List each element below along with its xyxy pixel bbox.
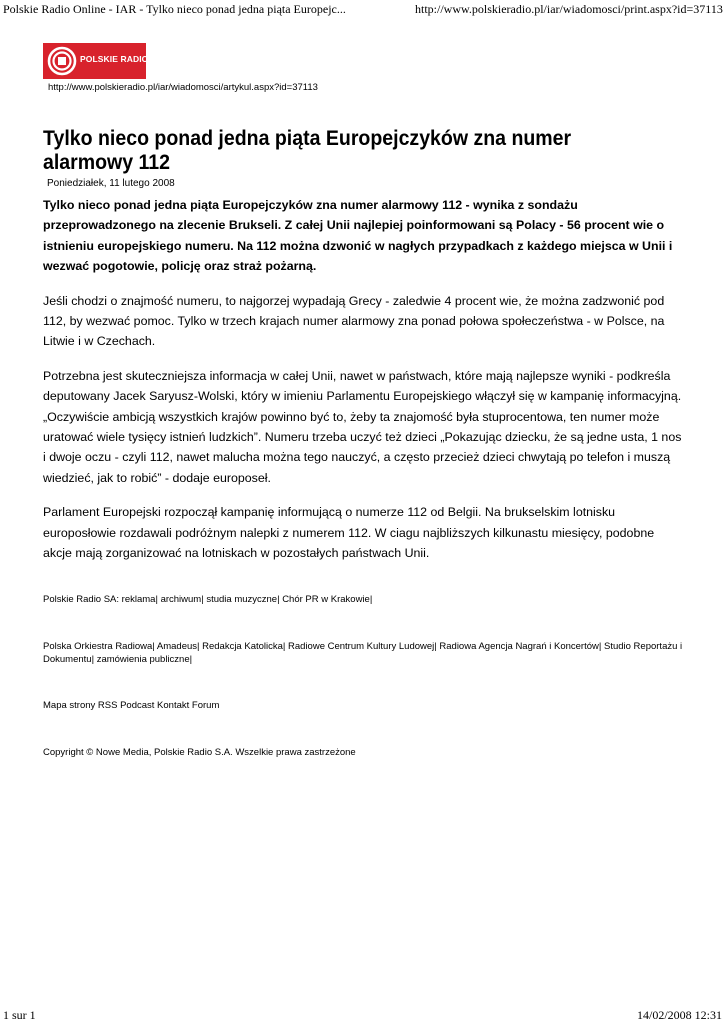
print-header	[3, 2, 724, 17]
print-header-url: http://www.polskieradio.pl/iar/wiadomosci/print.aspx?id=37113	[415, 2, 723, 16]
logo-text: POLSKIE RADIO	[80, 54, 149, 64]
polskie-radio-logo-icon	[47, 46, 77, 76]
article-paragraph: Parlament Europejski rozpoczął kampanię informującą o numerze 112 od Belgii. Na brukselskim lotnisku europosłowie rozdawali podróżnym nalepki z numerem 112. W ciagu najbliższych kilkunastu miesięcy, podobne akcje mają zorganizować na lotniskach w pozostałych państwach Unii.	[43, 505, 655, 561]
article-title: Tylko nieco ponad jedna piąta Europejczyków zna numer alarmowy 112	[43, 127, 572, 174]
source-url-link[interactable]: http://www.polskieradio.pl/iar/wiadomosci/artykul.aspx?id=37113	[48, 82, 318, 93]
article-lead: Tylko nieco ponad jedna piąta Europejczyków zna numer alarmowy 112 - wynika z sondażu przeprowadzonego na zlecenie Brukseli. Z całej Unii najlepiej poinformowani są Polacy - 56 procent wie o istnieniu europejskiego numeru. Na 112 można dzwonić w nagłych przypadkach z każdego miejsca w Unii i wezwać pogotowie, policję oraz straż pożarną.	[43, 198, 673, 274]
print-header-title: Polskie Radio Online - IAR - Tylko nieco ponad jedna piąta Europejc...	[3, 2, 346, 16]
polskie-radio-logo[interactable]	[43, 43, 149, 79]
article-body	[43, 195, 683, 578]
article-paragraph: Potrzebna jest skuteczniejsza informacja w całej Unii, nawet w państwach, które mają najlepsze wyniki - podkreśla deputowany Jacek Saryusz-Wolski, który w imieniu Parlamentu Europejskiego włączył się w kampanię informacyjną. „Oczywiście ambicją wszystkich krajów powinno być to, żeby ta znajomość była stuprocentowa, ten numer może uratować wiele tysięcy istnień ludzkich”. Numeru trzeba uczyć też dzieci „Pokazując dziecku, że są jedne usta, 1 nos i dwoje oczu - czyli 112, nawet malucha można tego nauczyć, a często przecież dzieci chwytają po telefon i muszą wiedzieć, jak to robić” - dodaje europoseł.	[43, 368, 682, 485]
footer-nav-links[interactable]: Mapa strony RSS Podcast Kontakt Forum	[43, 700, 220, 711]
article-paragraph: Jeśli chodzi o znajmość numeru, to najgorzej wypadają Grecy - zaledwie 4 procent wie, że można zadzwonić pod 112, by wezwać pomoc. Tylko w trzech krajach numer alarmowy zna ponad połowa społeczeństwa - w Polsce, na Litwie i w Czechach.	[43, 293, 665, 349]
footer-links-secondary[interactable]: Polska Orkiestra Radiowa| Amadeus| Redakcja Katolicka| Radiowe Centrum Kultury Ludowej| Radiowa Agencja Nagrań i Koncertów| Studio Reportażu i Dokumentu| zamówienia publiczne|	[43, 641, 683, 665]
article-date: Poniedziałek, 11 lutego 2008	[47, 178, 175, 189]
copyright-notice: Copyright © Nowe Media, Polskie Radio S.A. Wszelkie prawa zastrzeżone	[43, 747, 356, 758]
page-number: 1 sur 1	[3, 1008, 36, 1022]
footer-links-primary[interactable]: Polskie Radio SA: reklama| archiwum| studia muzyczne| Chór PR w Krakowie|	[43, 594, 373, 605]
print-timestamp: 14/02/2008 12:31	[636, 1008, 722, 1022]
